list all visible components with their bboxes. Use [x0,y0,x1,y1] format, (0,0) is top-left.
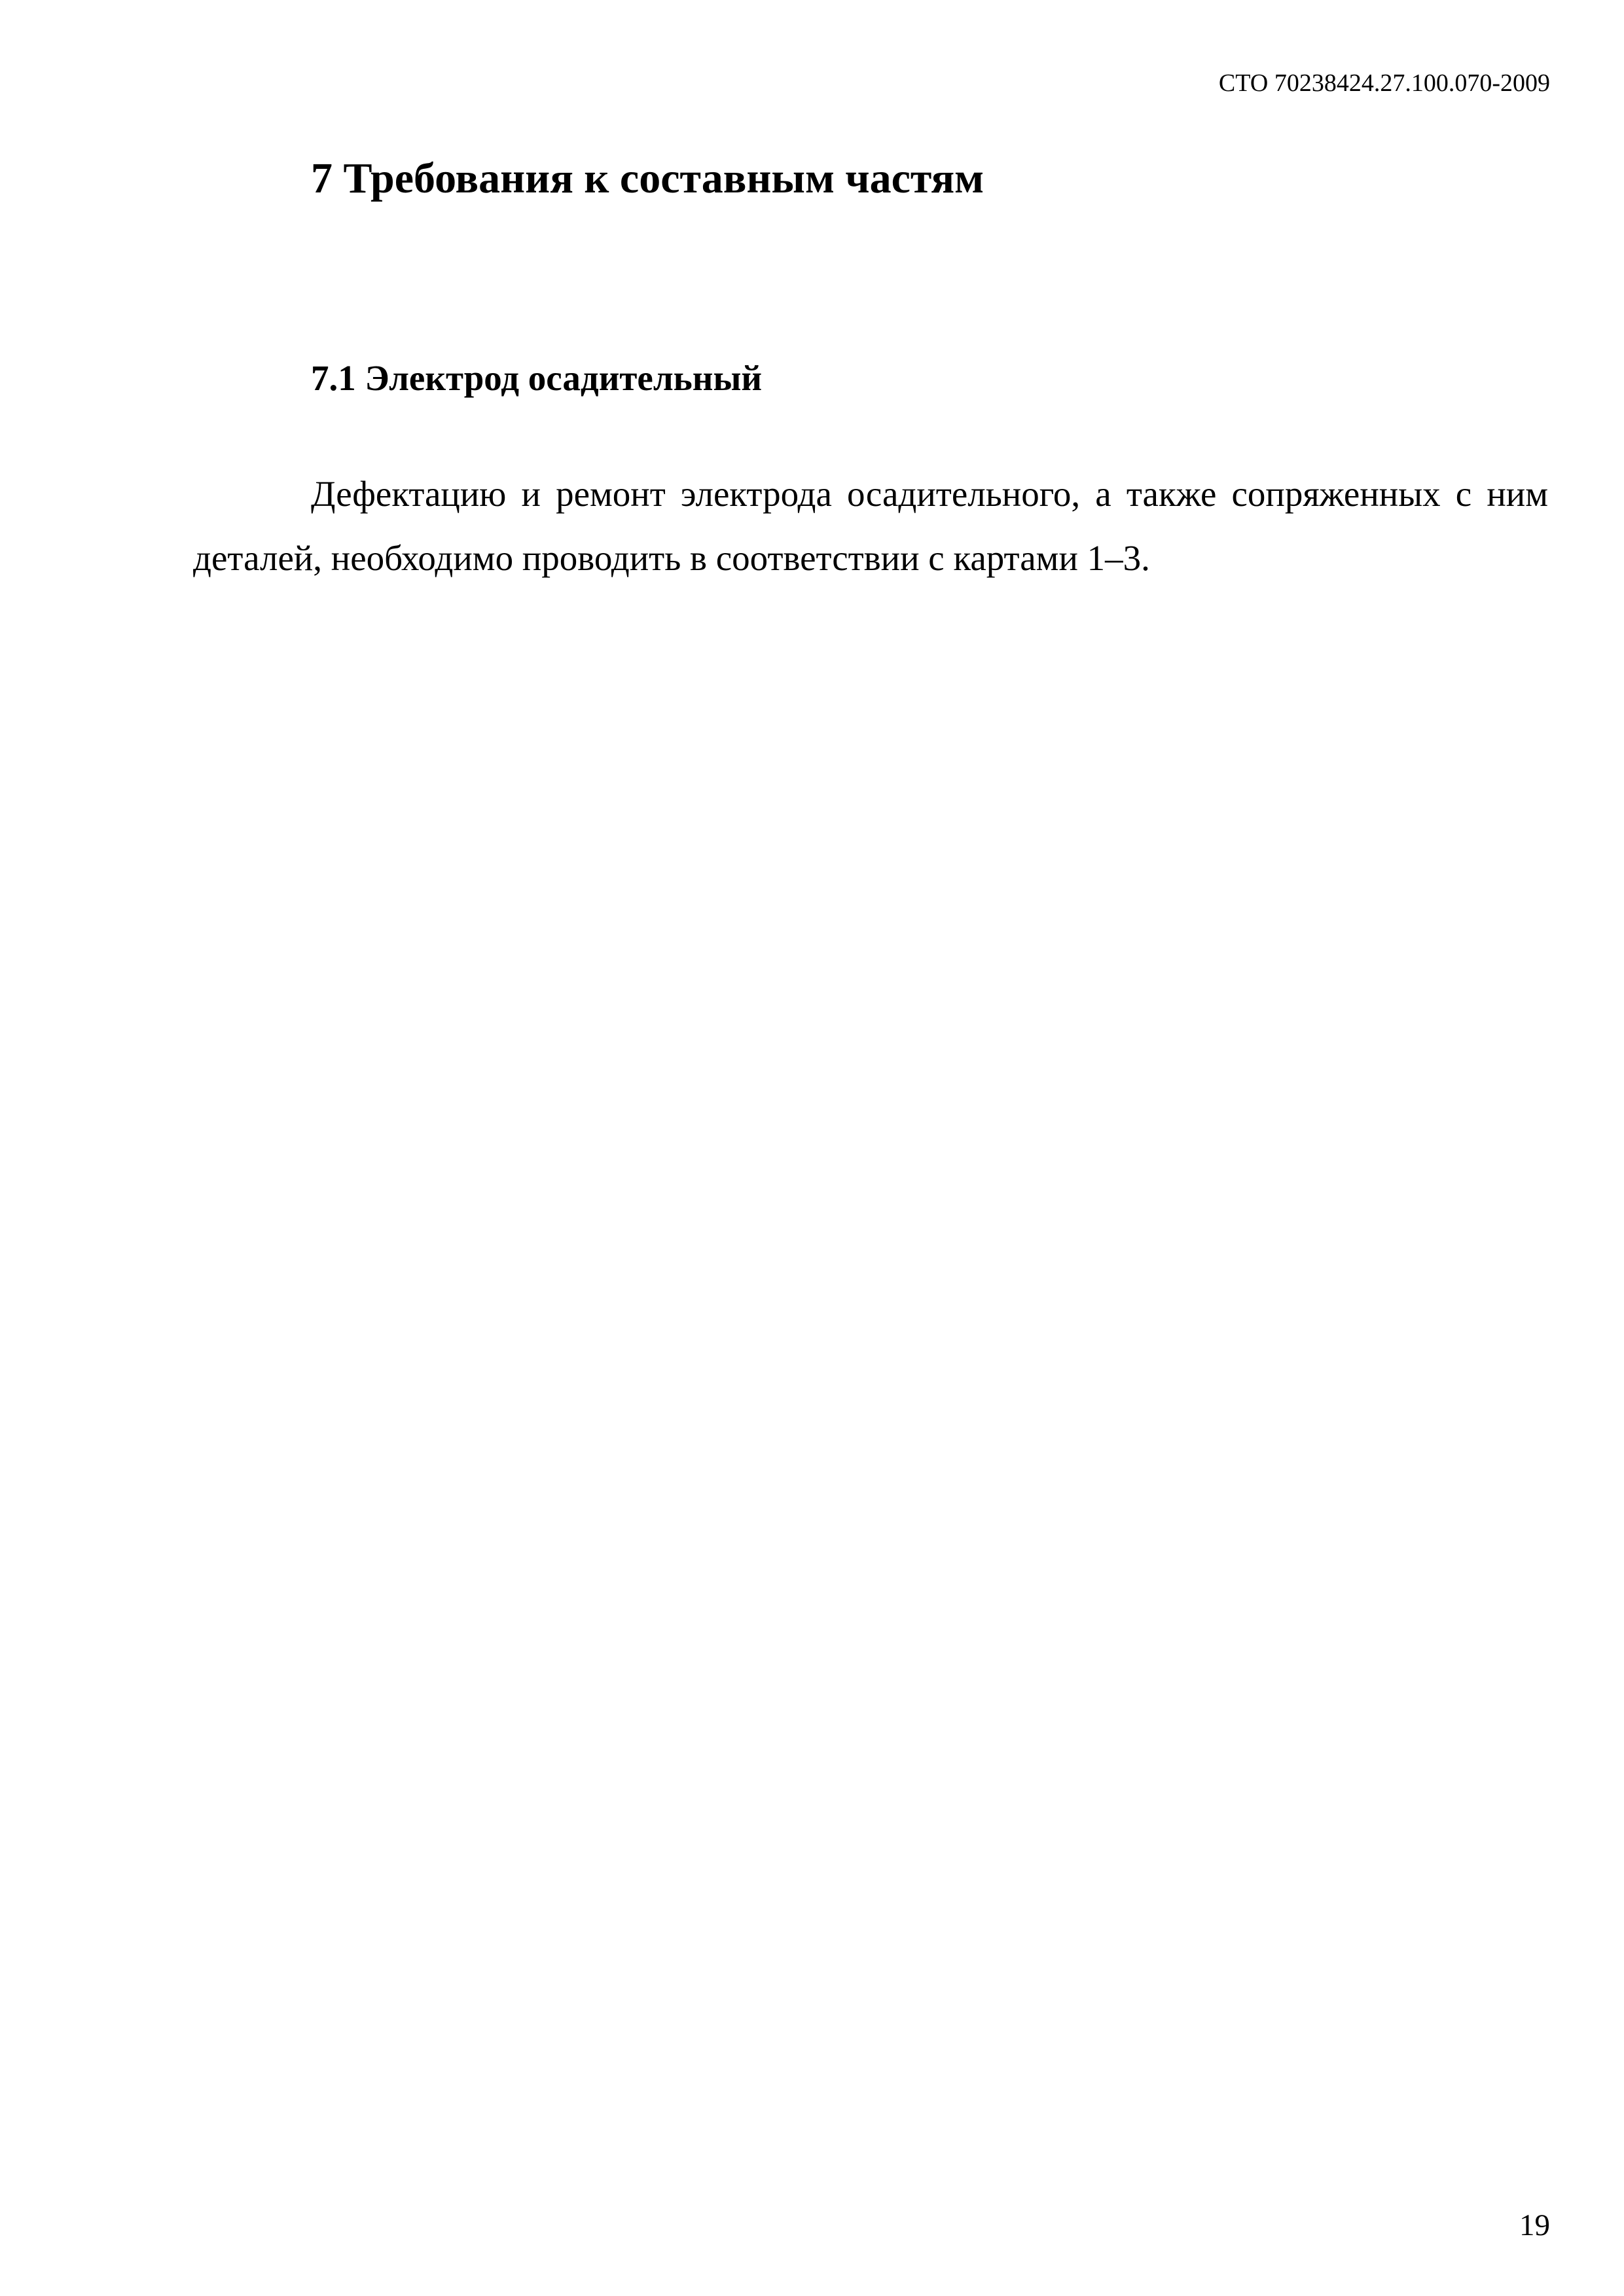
subsection-title: 7.1 Электрод осадительный [311,358,763,398]
document-code: СТО 70238424.27.100.070-2009 [1218,69,1550,97]
section-title: 7 Требования к составным частям [311,154,984,202]
body-paragraph: Дефектацию и ремонт электрода осадительного, а также сопряженных с ним деталей, необходимо проводить в соответствии с картами 1–3. [193,474,1548,578]
page-number: 19 [1519,2208,1550,2242]
